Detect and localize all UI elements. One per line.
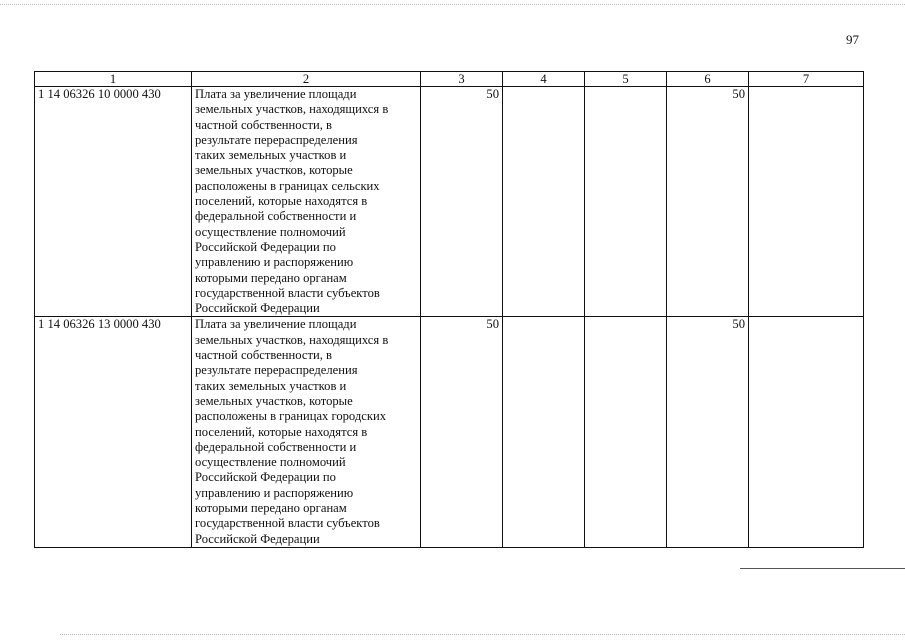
row-description [192,87,421,317]
description-line: земельных участков, находящихся в [195,332,389,347]
value-col-7 [749,317,864,547]
description-line: земельных участков, которые [195,163,353,178]
description-line: Российской Федерации по [195,470,336,485]
description-line: которыми передано органам [195,270,347,285]
scan-edge-top [0,4,905,5]
value-col-5 [585,87,667,317]
value-col-6: 50 [667,87,749,317]
table-row [35,87,864,317]
description-line: результате перераспределения [195,132,358,147]
description-line: расположены в границах городских [195,409,387,424]
description-line: расположены в границах сельских [195,178,380,193]
description-line: поселений, которые находятся в [195,194,368,209]
description-line: таких земельных участков и [195,148,347,163]
header-col-4: 4 [503,72,585,87]
row-description [192,317,421,547]
header-col-3: 3 [421,72,503,87]
header-col-6: 6 [667,72,749,87]
description-line: частной собственности, в [195,117,332,132]
description-line: поселений, которые находятся в [195,424,368,439]
description-line: результате перераспределения [195,363,358,378]
budget-code: 1 14 06326 13 0000 430 [35,317,192,547]
value-col-3: 50 [421,87,503,317]
budget-code: 1 14 06326 10 0000 430 [35,87,192,317]
description-line: федеральной собственности и [195,209,357,224]
value-col-7 [749,87,864,317]
table-header-row [35,72,864,87]
description-line: осуществление полномочий [195,224,346,239]
description-line: земельных участков, которые [195,393,353,408]
header-col-2: 2 [192,72,421,87]
table-row [35,317,864,547]
budget-table [34,71,864,548]
header-col-7: 7 [749,72,864,87]
description-line: осуществление полномочий [195,455,346,470]
description-line: которыми передано органам [195,501,347,516]
description-line: государственной власти субъектов [195,516,380,531]
header-col-5: 5 [585,72,667,87]
value-col-4 [503,317,585,547]
description-line: Российской Федерации [195,301,320,316]
description-line: Плата за увеличение площади [195,317,357,332]
description-line: земельных участков, находящихся в [195,102,389,117]
scan-edge-bottom [60,634,905,635]
description-line: Российской Федерации по [195,239,336,254]
description-line: управлению и распоряжению [195,255,354,270]
description-line: управлению и распоряжению [195,485,354,500]
description-line: федеральной собственности и [195,439,357,454]
value-col-5 [585,317,667,547]
value-col-4 [503,87,585,317]
header-col-1: 1 [35,72,192,87]
scan-line-right [740,568,905,569]
description-line: частной собственности, в [195,348,332,363]
description-line: Плата за увеличение площади [195,87,357,101]
description-line: таких земельных участков и [195,378,347,393]
description-line: Российской Федерации [195,531,320,546]
description-line: государственной власти субъектов [195,285,380,300]
page-number: 97 [846,32,859,47]
value-col-3: 50 [421,317,503,547]
value-col-6: 50 [667,317,749,547]
